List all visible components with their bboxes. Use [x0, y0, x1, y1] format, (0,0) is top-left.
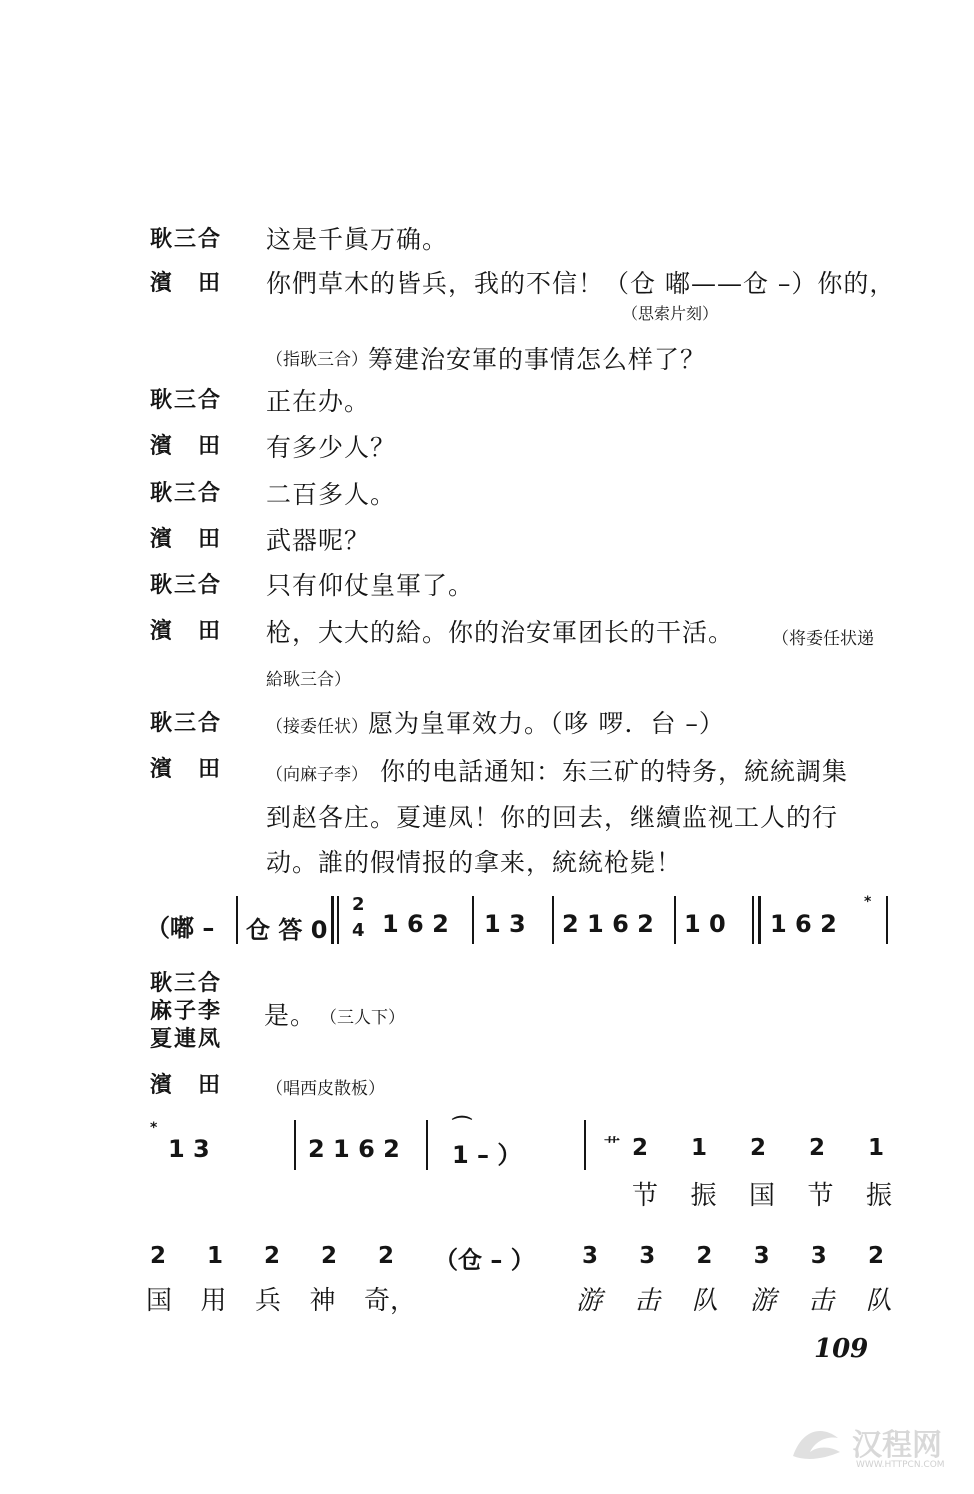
note: 2	[808, 1135, 825, 1161]
speaker-label: 耿三合	[150, 481, 223, 506]
notes-row	[632, 1135, 884, 1161]
speaker-label: 濱 田	[150, 1073, 223, 1098]
note: 3	[639, 1243, 656, 1269]
lyric: 振	[865, 1181, 892, 1211]
stage-direction: （指耿三合）	[266, 350, 368, 370]
stage-direction: （向麻子李）	[266, 765, 368, 785]
barline	[472, 896, 474, 944]
lyric: 国	[146, 1286, 173, 1316]
barline	[584, 1120, 586, 1170]
dialogue-text: 这是千眞万确。	[266, 225, 449, 254]
star-mark: *	[150, 1120, 158, 1136]
lyric: 击	[633, 1286, 660, 1316]
stage-direction: （三人下）	[320, 1008, 405, 1028]
note: 2	[867, 1243, 884, 1269]
lyrics-row	[576, 1280, 892, 1317]
fermata: ⌒	[452, 1114, 472, 1138]
speaker-label: 耿三合	[150, 227, 223, 252]
watermark-logo-icon	[788, 1418, 848, 1468]
dialogue-text: 你們草木的皆兵，我的不信！（仓 嘟——仓 –）你的，	[266, 269, 896, 298]
note: 2	[377, 1243, 394, 1269]
measure: 1 3	[484, 910, 526, 938]
speaker-label: 麻子李	[150, 999, 223, 1024]
speaker-label: 濱 田	[150, 527, 223, 552]
measure: 1 3	[168, 1135, 210, 1163]
note: 1	[867, 1135, 884, 1161]
note: 2	[696, 1243, 713, 1269]
note: 3	[753, 1243, 770, 1269]
speaker-label: 耿三合	[150, 711, 223, 736]
stage-direction: （唱西皮散板）	[266, 1079, 385, 1099]
speaker-label: 夏連凤	[150, 1027, 223, 1052]
barline	[337, 896, 339, 944]
speaker-label: 耿三合	[150, 971, 223, 996]
dialogue-text: 是。	[264, 1001, 317, 1030]
dialogue-text: 二百多人。	[266, 480, 397, 509]
dialogue-text: 到赵各庄。夏連凤！你的回去，继續监视工人的行	[266, 803, 839, 832]
lyric: 振	[690, 1181, 717, 1211]
notes-row	[582, 1243, 884, 1269]
star-mark: *	[864, 894, 872, 910]
speaker-label: 濱 田	[150, 619, 223, 644]
note: 2	[263, 1243, 280, 1269]
dialogue-text: 枪，大大的給。你的治安軍团长的干活。	[266, 618, 735, 647]
note: 1	[206, 1243, 223, 1269]
lyrics-row	[146, 1280, 416, 1317]
lyric: 游	[576, 1286, 603, 1316]
measure: 1 0	[684, 910, 726, 938]
measure: 2 1 6 2	[562, 910, 654, 938]
barline	[294, 1120, 296, 1170]
note: 3	[582, 1243, 599, 1269]
barline	[674, 896, 676, 944]
barline	[236, 896, 238, 944]
lyric: 兵	[254, 1286, 281, 1316]
note: 1	[690, 1135, 707, 1161]
lyric: 队	[865, 1286, 892, 1316]
lyrics-row	[632, 1175, 892, 1212]
time-signature-top: 2	[352, 894, 365, 915]
note: 3	[810, 1243, 827, 1269]
percussion-paren: （仓 – ）	[434, 1246, 535, 1274]
lyric: 奇，	[363, 1286, 416, 1316]
barline	[886, 896, 888, 944]
note: 2	[320, 1243, 337, 1269]
speaker-label: 濱 田	[150, 434, 223, 459]
time-signature-bottom: 4	[352, 920, 365, 941]
sanban-mark: 艹	[604, 1135, 621, 1154]
measure: 1 6 2	[770, 910, 837, 938]
speaker-label: 濱 田	[150, 757, 223, 782]
barline	[331, 896, 334, 944]
speaker-label: 耿三合	[150, 573, 223, 598]
lyric: 节	[807, 1181, 834, 1211]
lyric: 队	[691, 1286, 718, 1316]
stage-direction: （将委任状递	[772, 629, 874, 649]
watermark-brand: 汉程网	[852, 1428, 942, 1463]
speaker-label: 耿三合	[150, 388, 223, 413]
speaker-label: 濱 田	[150, 271, 223, 296]
measure: 仓 答 0	[246, 916, 328, 944]
barline	[552, 896, 554, 944]
dialogue-text: 筹建治安軍的事情怎么样了？	[368, 345, 707, 374]
dialogue-text: 正在办。	[266, 387, 371, 416]
note: 2	[150, 1243, 167, 1269]
lyric: 神	[309, 1286, 336, 1316]
measure: 2 1 6 2	[308, 1135, 400, 1163]
music-open: （嘟 –	[146, 914, 215, 942]
watermark-url: WWW.HTTPCN.COM	[856, 1460, 945, 1470]
dialogue-text: 愿为皇軍效力。（哆 啰．台 –）	[368, 709, 725, 738]
dialogue-text: 你的电話通知：东三矿的特务，統統調集	[380, 757, 849, 786]
dialogue-text: 动。誰的假情报的拿来，統統枪毙！	[266, 848, 683, 877]
note: 2	[632, 1135, 649, 1161]
lyric: 击	[807, 1286, 834, 1316]
dialogue-text: 有多少人？	[266, 433, 397, 462]
note: 2	[749, 1135, 766, 1161]
measure: 1 6 2	[382, 910, 449, 938]
stage-direction: （接委任状）	[266, 717, 368, 737]
dialogue-text: 武器呢？	[266, 526, 371, 555]
page-number: 109	[814, 1334, 869, 1364]
barline	[426, 1120, 428, 1170]
dialogue-text: 只有仰仗皇軍了。	[266, 571, 475, 600]
lyric: 游	[749, 1286, 776, 1316]
barline	[758, 896, 761, 944]
stage-direction: 給耿三合）	[266, 670, 351, 690]
lyric: 国	[748, 1181, 775, 1211]
notes-row	[150, 1243, 394, 1269]
lyric: 用	[200, 1286, 227, 1316]
stage-direction: （思索片刻）	[622, 304, 719, 323]
lyric: 节	[632, 1181, 659, 1211]
barline	[752, 896, 754, 944]
measure: 1 – ）	[452, 1141, 522, 1169]
